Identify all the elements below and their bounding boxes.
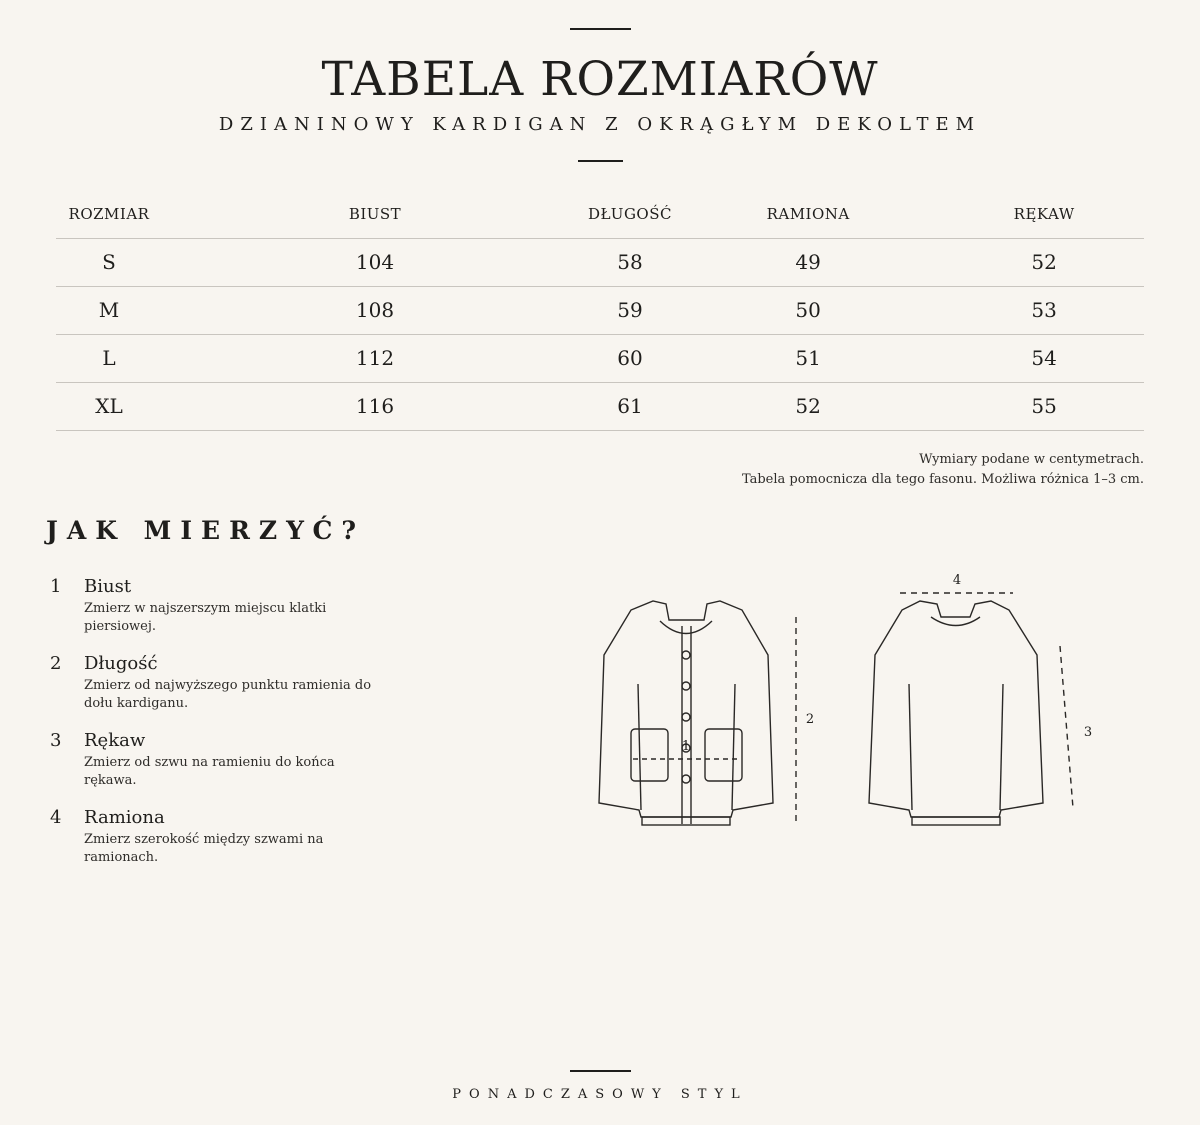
table-cell-size: M [56, 286, 162, 334]
table-cell-length: 59 [588, 286, 672, 334]
marker-sleeve: 3 [1083, 725, 1093, 740]
step-description: Zmierz od najwyższego punktu ramienia do dołu kardiganu. [84, 678, 372, 711]
marker-length: 2 [805, 712, 815, 727]
step-number: 4 [50, 807, 62, 828]
measure-step-length [50, 653, 430, 730]
table-cell-length: 58 [588, 238, 672, 286]
column-header-sleeve: RĘKAW [944, 190, 1144, 238]
footer-tagline: PONADCZASOWY STYL [452, 1087, 748, 1102]
step-label: Rękaw [84, 730, 146, 751]
table-cell-bust: 112 [162, 334, 588, 382]
step-label: Ramiona [84, 807, 165, 828]
garment-measurement-diagram [590, 565, 1110, 840]
table-cell-bust: 108 [162, 286, 588, 334]
table-cell-size: XL [56, 382, 162, 430]
table-cell-bust: 104 [162, 238, 588, 286]
measure-step-sleeve [50, 730, 430, 807]
table-cell-sleeve: 55 [944, 382, 1144, 430]
table-row [56, 286, 1144, 334]
title-divider [578, 160, 623, 162]
page-title: TABELA ROZMIARÓW [321, 52, 879, 107]
page-subtitle: DZIANINOWY KARDIGAN Z OKRĄGŁYM DEKOLTEM [218, 114, 982, 135]
column-header-size: ROZMIAR [56, 190, 162, 238]
column-header-bust: BIUST [162, 190, 588, 238]
table-cell-length: 60 [588, 334, 672, 382]
table-header-row [56, 190, 1144, 238]
step-label: Długość [84, 653, 158, 674]
table-cell-size: L [56, 334, 162, 382]
table-cell-sleeve: 54 [944, 334, 1144, 382]
table-cell-sleeve: 53 [944, 286, 1144, 334]
measure-steps [50, 576, 430, 884]
cardigan-front-illustration [599, 601, 796, 826]
step-description: Zmierz w najszerszym miejscu klatki piersiowej. [84, 601, 327, 634]
step-number: 2 [50, 653, 62, 674]
marker-shoulders: 4 [952, 573, 962, 588]
cardigan-back-illustration [869, 593, 1073, 825]
measure-step-shoulders [50, 807, 430, 884]
size-table [56, 190, 1144, 431]
table-cell-shoulders: 49 [672, 238, 944, 286]
step-description: Zmierz szerokość między szwami na ramionach. [84, 832, 324, 865]
table-cell-size: S [56, 238, 162, 286]
table-cell-sleeve: 52 [944, 238, 1144, 286]
top-divider [570, 28, 631, 30]
footer-divider [570, 1070, 631, 1072]
table-cell-shoulders: 52 [672, 382, 944, 430]
table-row [56, 382, 1144, 430]
note-units: Wymiary podane w centymetrach. [919, 452, 1144, 467]
table-row [56, 334, 1144, 382]
measure-step-bust [50, 576, 430, 653]
note-tolerance: Tabela pomocnicza dla tego fasonu. Możliwa różnica 1–3 cm. [741, 472, 1144, 487]
table-cell-length: 61 [588, 382, 672, 430]
step-number: 1 [50, 576, 62, 597]
step-description: Zmierz od szwu na ramieniu do końca rękawa. [84, 755, 335, 788]
table-notes [742, 450, 1144, 490]
column-header-length: DŁUGOŚĆ [588, 190, 672, 238]
step-number: 3 [50, 730, 62, 751]
table-row [56, 238, 1144, 286]
table-cell-shoulders: 51 [672, 334, 944, 382]
table-cell-shoulders: 50 [672, 286, 944, 334]
how-to-measure-title: JAK MIERZYĆ? [46, 516, 366, 545]
step-label: Biust [84, 576, 132, 597]
table-cell-bust: 116 [162, 382, 588, 430]
column-header-shoulders: RAMIONA [672, 190, 944, 238]
marker-bust: 1 [681, 739, 691, 754]
